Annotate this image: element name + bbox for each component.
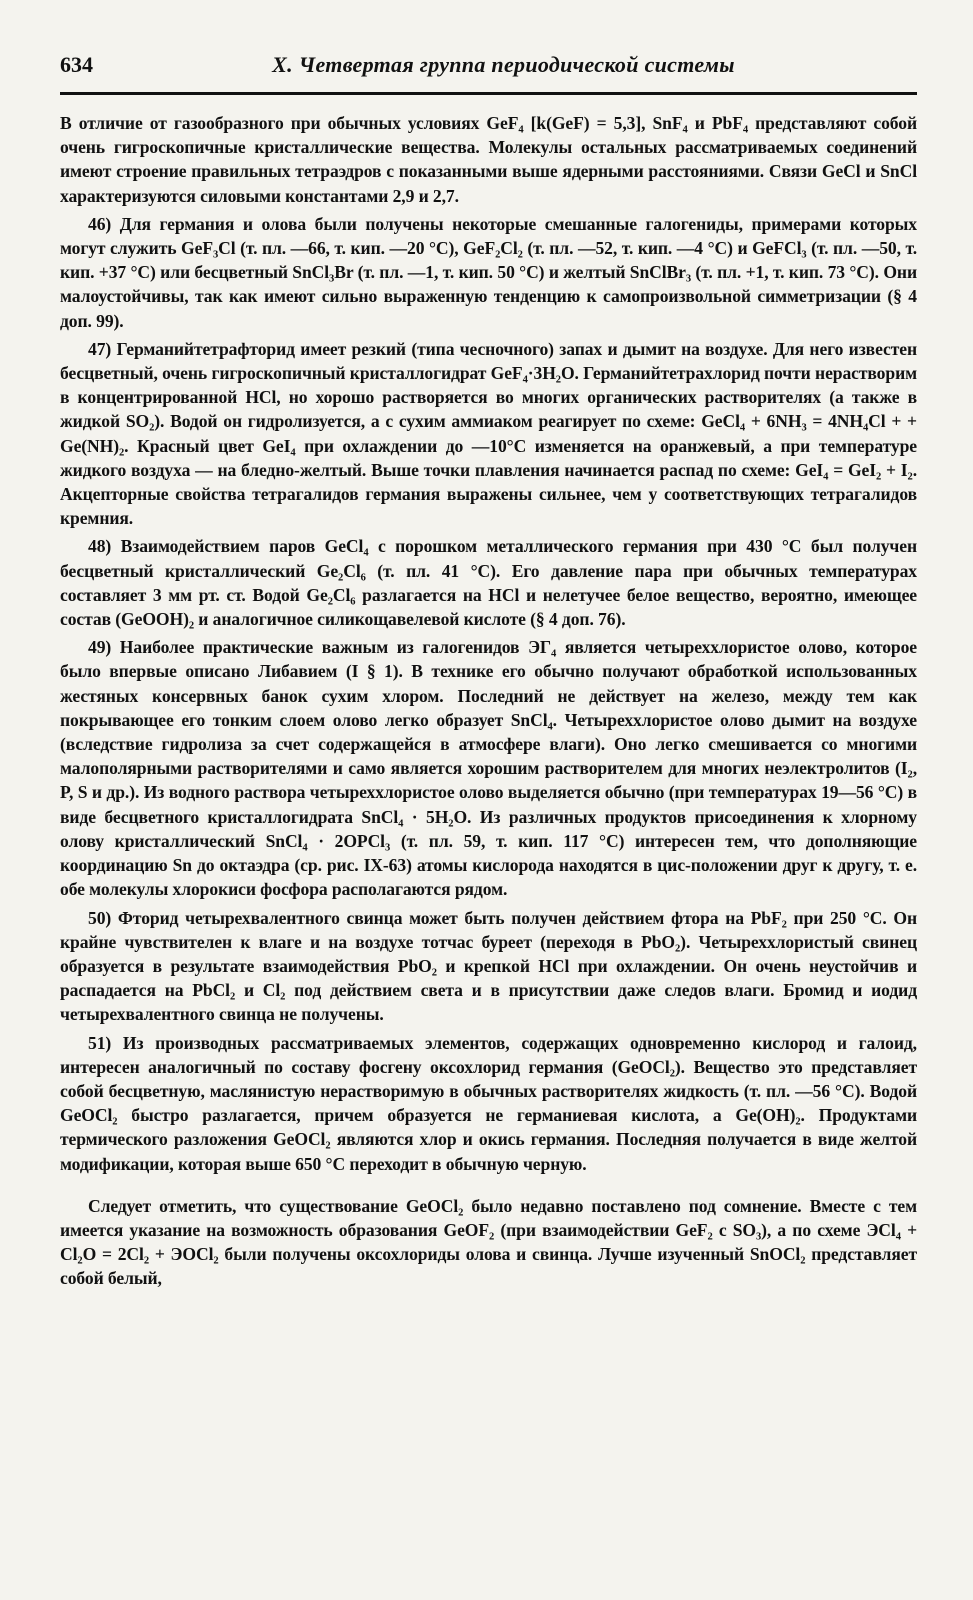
page-body — [60, 111, 917, 1291]
page-header — [60, 52, 917, 82]
paragraph-continuation: Следует отметить, что существование GeOCl₂ было недавно поставлено под сомнение. Вместе с тем имеется указание на возможность образования GeOF₂ (при взаимодействии GeF₂ с SO₃), а по схеме ЭCl₄ + Cl₂O = 2Cl₂ + ЭOCl₂ были получены оксохлориды олова и свинца. Лучше изученный SnOCl₂ представляет собой белый, — [60, 1195, 917, 1289]
paragraph-note-48: 48) Взаимодействием паров GeCl₄ с порошком металлического германия при 430 °C был получен бесцветный кристаллический Ge₂Cl₆ (т. пл. 41 °C). Его давление пара при обычных температурах составляет 3 мм рт. ст. Водой Ge₂Cl₆ разлагается на HCl и нелетучее белое вещество, вероятно, имеющее состав (GeOOH)₂ и аналогичное силикощавелевой кислоте (§ 4 доп. 76). — [60, 536, 917, 630]
paragraph-intro: В отличие от газообразного при обычных условиях GeF₄ [k(GeF) = 5,3], SnF₄ и PbF₄ представляют собой очень гигроскопичные кристаллические вещества. Молекулы остальных рассматриваемых соединений имеют строение правильных тетраэдров с показанными выше ядерными расстояниями. Связи GeCl и SnCl характеризуются силовыми константами 2,9 и 2,7. — [60, 113, 917, 206]
paragraph-note-51: 51) Из производных рассматриваемых элементов, содержащих одновременно кислород и галоид, интересен аналогичный по составу фосгену оксохлорид германия (GeOCl₂). Вещество это представляет собой бесцветную, маслянистую нерастворимую в обычных растворителях жидкость (т. пл. —56 °C). Водой GeOCl₂ быстро разлагается, причем образуется не германиевая кислота, а Ge(OH)₂. Продуктами термического разложения GeOCl₂ являются хлор и окись германия. Последняя получается в виде желтой модификации, которая выше 650 °C переходит в обычную черную. — [60, 1032, 917, 1174]
header-rule — [60, 92, 917, 95]
paragraph-note-46: 46) Для германия и олова были получены некоторые смешанные галогениды, примерами которых могут служить GeF₃Cl (т. пл. —66, т. кип. —20 °C), GeF₂Cl₂ (т. пл. —52, т. кип. —4 °C) и GeFCl₃ (т. пл. —50, т. кип. +37 °C) или бесцветный SnCl₃Br (т. пл. —1, т. кип. 50 °C) и желтый SnClBr₃ (т. пл. +1, т. кип. 73 °C). Они малоустойчивы, так как имеют сильно выраженную тенденцию к самопроизвольной симметризации (§ 4 доп. 99). — [60, 213, 917, 331]
paragraph-note-47: 47) Германийтетрафторид имеет резкий (типа чесночного) запах и дымит на воздухе. Для него известен бесцветный, очень гигроскопичный кристаллогидрат GeF₄·3H₂O. Германийтетрахлорид почти нерастворим в концентрированной HCl, но хорошо растворяется во многих органических растворителях (а также в жидкой SO₂). Водой он гидролизуется, а с сухим аммиаком реагирует по схеме: GeCl₄ + 6NH₃ = 4NH₄Cl + + Ge(NH)₂. Красный цвет GeI₄ при охлаждении до —10°C изменяется на оранжевый, а при температуре жидкого воздуха — на бледно-желтый. Выше точки плавления начинается распад по схеме: GeI₄ = GeI₂ + I₂. Акцепторные свойства тетрагалидов германия выражены сильнее, чем у соответствующих тетрагалидов кремния. — [60, 338, 917, 529]
running-title: X. Четвертая группа периодической системы — [272, 52, 735, 77]
paragraph-note-49: 49) Наиболее практические важным из галогенидов ЭГ₄ является четыреххлористое олово, которое было впервые описано Либавием (I § 1). В технике его обычно получают обработкой использованных жестяных консервных банок сухим хлором. Последний не действует на железо, между тем как покрывающее его тонким слоем олово легко образует SnCl₄. Четыреххлористое олово дымит на воздухе (вследствие гидролиза за счет содержащейся в атмосфере влаги). Оно легко смешивается со многими малополярными растворителями и само является хорошим растворителем для многих неэлектролитов (I₂, P, S и др.). Из водного раствора четыреххлористое олово выделяется обычно (при температурах 19—56 °C) в виде бесцветного кристаллогидрата SnCl₄ · 5H₂O. Из различных продуктов присоединения к хлорному олову кристаллический SnCl₄ · 2OPCl₃ (т. пл. 59, т. кип. 117 °C) интересен тем, что дополняющие координацию Sn до октаэдра (ср. рис. IX-63) атомы кислорода находятся в цис-положении друг к другу, т. е. обе молекулы хлорокиси фосфора располагаются рядом. — [60, 637, 917, 900]
page-number: 634 — [60, 52, 93, 77]
paragraph-note-50: 50) Фторид четырехвалентного свинца может быть получен действием фтора на PbF₂ при 250 °C. Он крайне чувствителен к влаге и на воздухе тотчас буреет (переходя в PbO₂). Четыреххлористый свинец образуется в результате взаимодействия PbO₂ и крепкой HCl при охлаждении. Он очень неустойчив и распадается на PbCl₂ и Cl₂ под действием света и в присутствии даже следов влаги. Бромид и иодид четырехвалентного свинца не получены. — [60, 907, 917, 1025]
